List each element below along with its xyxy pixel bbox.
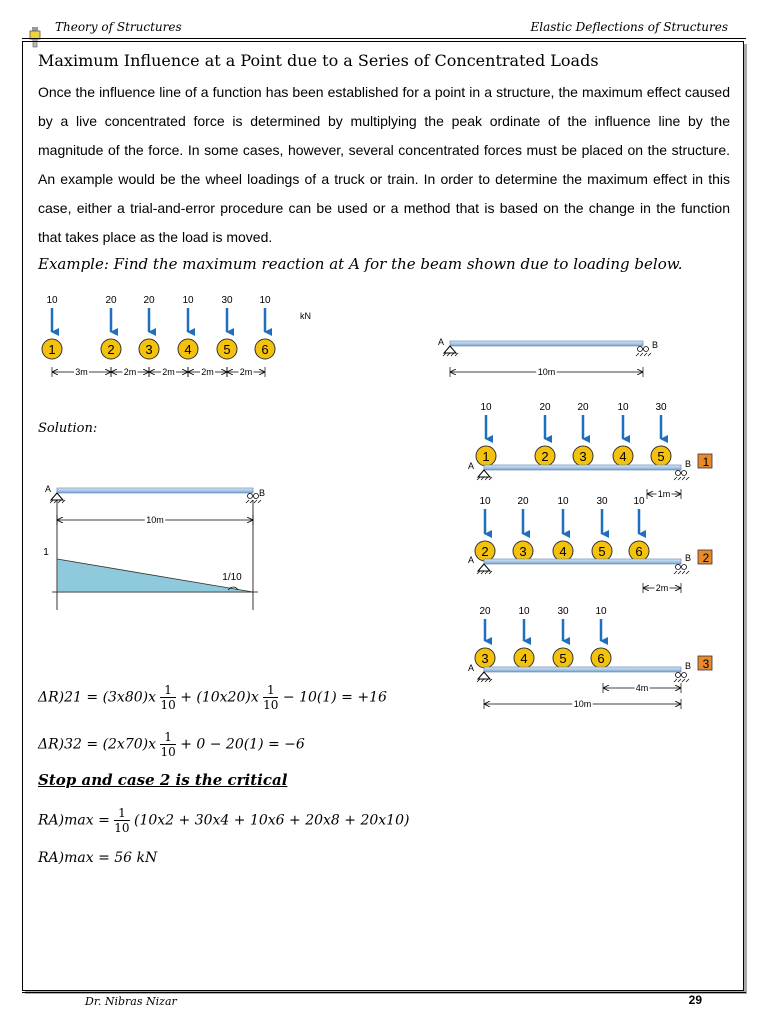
beam-member	[450, 341, 643, 346]
load-train	[42, 295, 311, 377]
roller-support-icon	[254, 494, 259, 499]
equation-ra-max-expression	[38, 806, 409, 835]
support-a-label: A	[44, 484, 52, 494]
eq2-frac-den: 10	[160, 745, 176, 759]
load-magnitude: 10	[46, 295, 58, 306]
eq2-lhs: ΔR)32 =	[38, 736, 99, 753]
load-magnitude: 10	[557, 496, 569, 507]
load-number-label: 6	[597, 651, 605, 666]
critical-case-note: Stop and case 2 is the critical	[38, 771, 288, 789]
eq1-term1: (3x80)x	[102, 689, 156, 706]
case-offset-label: 1m	[657, 489, 671, 499]
load-magnitude: 10	[259, 295, 271, 306]
il-ordinate-a-label: 1	[43, 547, 49, 558]
load-magnitude: 30	[557, 606, 569, 617]
support-hatch	[678, 679, 681, 682]
influence-line-diagram	[43, 484, 265, 610]
case-number-label: 2	[702, 551, 710, 565]
load-magnitude: 20	[517, 496, 529, 507]
load-magnitude: 10	[617, 402, 629, 413]
load-magnitude: 10	[480, 402, 492, 413]
load-number-label: 6	[635, 544, 643, 559]
support-hatch	[674, 679, 677, 682]
load-magnitude: 30	[221, 295, 233, 306]
roller-support-icon	[644, 347, 649, 352]
load-spacing-label: 3m	[75, 367, 88, 377]
roller-support-icon	[682, 565, 687, 570]
load-number-label: 1	[48, 342, 56, 357]
support-b-label: B	[651, 340, 659, 350]
beam-member	[484, 465, 681, 470]
load-spacing-label: 2m	[239, 367, 253, 377]
load-number-label: 5	[657, 449, 665, 464]
case-offset-label: 4m	[635, 683, 649, 693]
eq3-frac-num: 1	[114, 806, 129, 821]
load-number-label: 4	[520, 651, 528, 666]
support-b-label: B	[684, 459, 692, 469]
beam-span-label: 10m	[537, 367, 556, 377]
support-hatch	[674, 477, 677, 480]
beam-member	[57, 488, 253, 493]
eq2-term1: (2x70)x	[102, 736, 156, 753]
header-course-title: Theory of Structures	[55, 20, 182, 34]
roller-support-icon	[638, 347, 643, 352]
load-magnitude: 10	[633, 496, 645, 507]
support-hatch	[640, 353, 643, 356]
solution-label: Solution:	[38, 421, 98, 436]
roller-support-icon	[676, 471, 681, 476]
support-hatch	[682, 679, 685, 682]
roller-support-icon	[682, 471, 687, 476]
il-ordinate-b-label: 1/10	[222, 572, 242, 583]
load-magnitude: 20	[479, 606, 491, 617]
roller-support-icon	[248, 494, 253, 499]
load-spacing-label: 2m	[123, 367, 137, 377]
pin-support-icon	[444, 346, 456, 353]
load-number-label: 3	[481, 651, 489, 666]
eq1-frac1-den: 10	[160, 698, 176, 712]
load-number-label: 3	[579, 449, 587, 464]
beam-span-label: 10m	[146, 515, 164, 525]
load-case-2	[468, 496, 712, 593]
support-a-label: A	[467, 663, 475, 673]
load-magnitude: 20	[105, 295, 117, 306]
load-number-label: 4	[559, 544, 567, 559]
load-spacing-label: 2m	[201, 367, 214, 377]
load-number-label: 1	[482, 449, 490, 464]
case-number-label: 3	[702, 657, 710, 671]
equation-delta-r32	[38, 730, 305, 759]
load-magnitude: 20	[577, 402, 589, 413]
load-magnitude: 20	[539, 402, 551, 413]
load-magnitude: 20	[143, 295, 155, 306]
load-magnitude: 10	[479, 496, 491, 507]
section-title: Maximum Influence at a Point due to a Series of Concentrated Loads	[38, 51, 599, 70]
eq3-frac-den: 10	[114, 821, 130, 835]
eq1-frac2-num: 1	[263, 683, 278, 698]
footer-rule	[22, 992, 746, 993]
support-hatch	[678, 477, 681, 480]
eq1-frac1-num: 1	[160, 683, 175, 698]
intro-paragraph: Once the influence line of a function has been established for a point in a structure, the maximum effect caused by a live concentrated force is determined by multiplying the peak ordinate of the influence line by the magnitude of the force. In some cases, however, several concentrated forces must be placed on the structure. An example would be the wheel loadings of a truck or train. In order to determine the maximum effect in this case, either a trial-and-error procedure can be used or a method that is based on the change in the function that takes place as the load is moved.	[38, 84, 730, 245]
eq1-term2: + (10x20)x	[180, 689, 259, 706]
pin-support-icon	[478, 470, 490, 477]
case-offset-label: 2m	[655, 583, 669, 593]
support-b-label: B	[258, 488, 266, 498]
pin-support-icon	[478, 564, 490, 571]
beam-span-label: 10m	[573, 699, 592, 709]
footer-author: Dr. Nibras Nizar	[85, 995, 177, 1008]
roller-support-icon	[676, 673, 681, 678]
eq2-term2: + 0 − 20(1) = −6	[180, 736, 305, 753]
load-magnitude: 10	[182, 295, 194, 306]
beam-member	[484, 667, 681, 672]
load-magnitude: 30	[655, 402, 667, 413]
roller-support-icon	[682, 673, 687, 678]
load-unit: kN	[300, 311, 311, 321]
support-a-label: A	[467, 461, 475, 471]
page-number: 29	[688, 993, 702, 1007]
support-hatch	[644, 353, 647, 356]
beam-member	[484, 559, 681, 564]
header-chapter-title: Elastic Deflections of Structures	[530, 20, 728, 34]
load-number-label: 2	[481, 544, 489, 559]
support-hatch	[636, 353, 639, 356]
support-hatch	[648, 353, 651, 356]
load-number-label: 3	[519, 544, 527, 559]
eq1-frac2-den: 10	[263, 698, 279, 712]
case-number-label: 1	[702, 455, 710, 469]
support-hatch	[686, 679, 689, 682]
equation-delta-r21	[38, 683, 387, 712]
eq3-rhs: (10x2 + 30x4 + 10x6 + 20x8 + 20x10)	[134, 812, 410, 829]
support-hatch	[686, 571, 689, 574]
load-number-label: 5	[559, 651, 567, 666]
eq1-term3: − 10(1) = +16	[282, 689, 387, 706]
support-hatch	[682, 571, 685, 574]
eq2-frac-num: 1	[160, 730, 175, 745]
pin-support-icon	[51, 493, 63, 500]
pin-support-icon	[478, 672, 490, 679]
support-a-label: A	[437, 337, 445, 347]
support-hatch	[678, 571, 681, 574]
load-number-label: 5	[223, 342, 231, 357]
load-number-label: 3	[145, 342, 153, 357]
load-spacing-label: 2m	[162, 367, 175, 377]
eq3-lhs: RA)max =	[38, 812, 110, 829]
support-hatch	[246, 500, 249, 503]
support-hatch	[686, 477, 689, 480]
load-case-1	[468, 402, 712, 499]
support-hatch	[258, 500, 261, 503]
equation-ra-max-result: RA)max = 56 kN	[38, 850, 158, 866]
load-case-3	[468, 606, 712, 709]
example-statement: Example: Find the maximum reaction at A for the beam shown due to loading below.	[38, 255, 683, 273]
load-number-label: 2	[541, 449, 549, 464]
support-hatch	[250, 500, 253, 503]
support-a-label: A	[467, 555, 475, 565]
eq1-lhs: ΔR)21 =	[38, 689, 99, 706]
support-hatch	[682, 477, 685, 480]
support-hatch	[254, 500, 257, 503]
load-magnitude: 10	[595, 606, 607, 617]
load-number-label: 4	[619, 449, 627, 464]
load-number-label: 6	[261, 342, 269, 357]
load-number-label: 5	[598, 544, 606, 559]
roller-support-icon	[676, 565, 681, 570]
load-number-label: 2	[107, 342, 115, 357]
support-b-label: B	[684, 661, 692, 671]
load-magnitude: 30	[596, 496, 608, 507]
load-magnitude: 10	[518, 606, 530, 617]
support-b-label: B	[684, 553, 692, 563]
beam-top-right	[438, 337, 658, 377]
support-hatch	[674, 571, 677, 574]
load-number-label: 4	[184, 342, 192, 357]
